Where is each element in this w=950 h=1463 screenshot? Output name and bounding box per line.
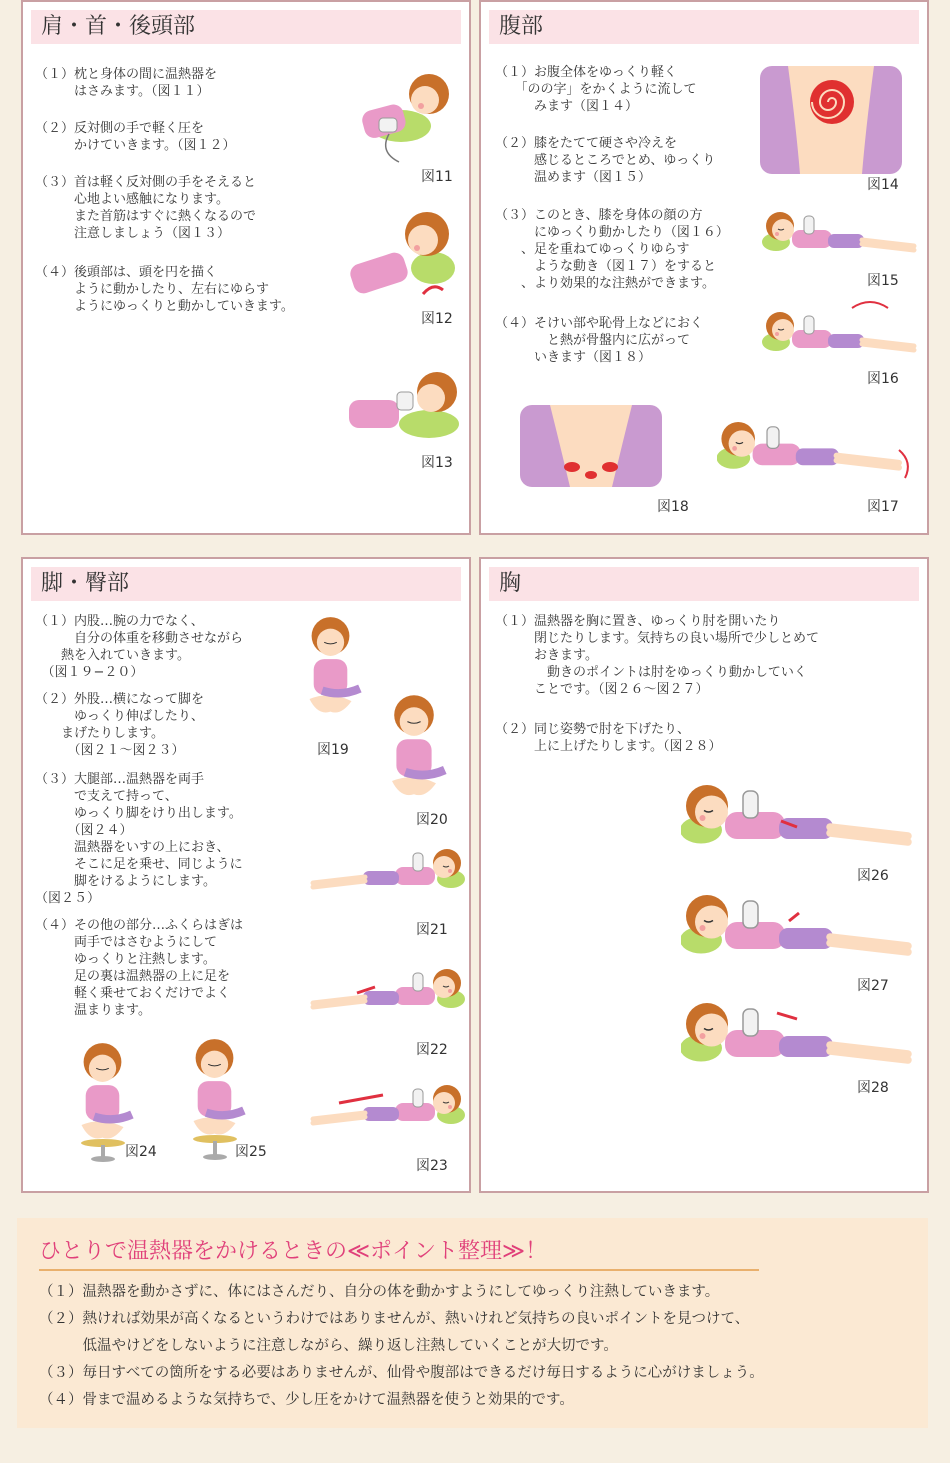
figure-label: 図20 [416, 812, 448, 828]
summary-line: 低温やけどをしないように注意しながら、繰り返し注熱していくことが大切です。 [39, 1338, 618, 1354]
figure-label: 図11 [421, 169, 453, 185]
summary-divider [39, 1269, 759, 1271]
figure-label: 図23 [416, 1158, 448, 1174]
instruction-item: （２）膝をたてて硬さや冷えを 感じるところでとめ、ゆっくり 温めます（図１５） [495, 136, 716, 185]
figure-label: 図13 [421, 455, 453, 471]
figure-label: 図19 [317, 742, 349, 758]
figure-label: 図17 [867, 499, 899, 515]
summary-line: （３）毎日すべての箇所をする必要はありませんが、仙骨や腹部はできるだけ毎日するように心がけましょう。 [39, 1365, 764, 1381]
instruction-item: （４）その他の部分…ふくらはぎは 両手ではさむようにして ゆっくりと注熱します。 足の裏は温熱器の上に足を 軽く乗せておくだけでよく 温まります。 [35, 918, 244, 1018]
panel-title: 腹部 [489, 10, 919, 44]
person-illustration [760, 192, 920, 272]
summary-title: ひとりで温熱器をかけるときの≪ポイント整理≫！ [39, 1239, 548, 1264]
instruction-item: （２）外股…横になって脚を ゆっくり伸ばしたり、 まげたりします。 （図２１〜図２３） [35, 692, 205, 758]
panel-abdomen [479, 0, 929, 535]
figure-label: 図24 [125, 1144, 157, 1160]
person-illustration [373, 687, 458, 807]
summary-line: （４）骨まで温めるような気持ちで、少し圧をかけて温熱器を使うと効果的です。 [39, 1392, 574, 1408]
figure-label: 図14 [867, 177, 899, 193]
instruction-item: （１）枕と身体の間に温熱器を はさみます。（図１１） [35, 67, 218, 99]
panel-leg-hip [21, 557, 471, 1193]
person-illustration [717, 402, 917, 492]
figure-label: 図15 [867, 273, 899, 289]
summary-box [17, 1218, 928, 1428]
panel-chest [479, 557, 929, 1193]
panel-title: 胸 [489, 567, 919, 601]
instruction-item: （１）内股…腕の力でなく、 自分の体重を移動させながら 熱を入れていきます。 （図１９−２０） [35, 614, 244, 680]
figure-label: 図12 [421, 311, 453, 327]
instruction-item: （１）温熱器を胸に置き、ゆっくり肘を開いたり 閉じたりします。気持ちの良い場所で少しとめて おきます。 動きのポイントは肘をゆっくり動かしていく ことです。（図２６〜図２７） [495, 614, 819, 697]
instruction-item: （４）後頭部は、頭を円を描く ように動かしたり、左右にゆらす ようにゆっくりと動かしていきます。 [35, 265, 294, 314]
person-illustration [295, 961, 465, 1041]
figure-label: 図28 [857, 1080, 889, 1096]
person-illustration [341, 208, 466, 308]
person-illustration [295, 611, 367, 721]
figure-label: 図22 [416, 1042, 448, 1058]
instruction-item: （３）首は軽く反対側の手をそえると 心地よい感触になります。 また首筋はすぐに熱くなるので 注意しましょう（図１３） [35, 175, 257, 241]
instruction-item: （３）大腿部…温熱器を両手 で支えて持って、 ゆっくり脚をけり出します。 （図２４） 温熱器をいすの上におき、 そこに足を乗せ、同じように 脚をけるようにします。 （図２５） [35, 772, 243, 906]
summary-line: （１）温熱器を動かさずに、体にはさんだり、自分の体を動かすようにしてゆっくり注熱していきます。 [39, 1284, 720, 1300]
summary-line: （２）熱ければ効果が高くなるというわけではありませんが、熱いけれど気持ちの良いポイントを見つけて、 [39, 1311, 750, 1327]
belly-spiral-illustration [760, 66, 902, 174]
instruction-item: （１）お腹全体をゆっくり軽く 「のの字」をかくように流して みます（図１４） [495, 65, 697, 114]
figure-label: 図21 [416, 922, 448, 938]
figure-label: 図25 [235, 1144, 267, 1160]
figure-label: 図27 [857, 978, 889, 994]
person-illustration [341, 362, 466, 452]
person-illustration [295, 841, 465, 921]
person-illustration [295, 1077, 465, 1157]
panel-title: 脚・臀部 [31, 567, 461, 601]
person-illustration [341, 66, 461, 166]
person-illustration [681, 885, 921, 985]
person-illustration [681, 775, 921, 875]
pelvis-illustration [520, 405, 662, 487]
figure-label: 図26 [857, 868, 889, 884]
person-illustration [760, 292, 920, 372]
instruction-item: （２）同じ姿勢で肘を下げたり、 上に上げたりします。（図２８） [495, 722, 722, 754]
figure-label: 図16 [867, 371, 899, 387]
figure-label: 図18 [657, 499, 689, 515]
instruction-item: （３）このとき、膝を身体の顔の方 にゆっくり動かしたり（図１６） 、足を重ねてゆっくりゆらす ような動き（図１７）をすると 、より効果的な注熱ができます。 [495, 208, 729, 291]
panel-title: 肩・首・後頭部 [31, 10, 461, 44]
instruction-item: （４）そけい部や恥骨上などにおく と熱が骨盤内に広がって いきます（図１８） [495, 316, 704, 365]
instruction-item: （２）反対側の手で軽く圧を かけていきます。（図１２） [35, 121, 236, 153]
panel-shoulder-neck [21, 0, 471, 535]
